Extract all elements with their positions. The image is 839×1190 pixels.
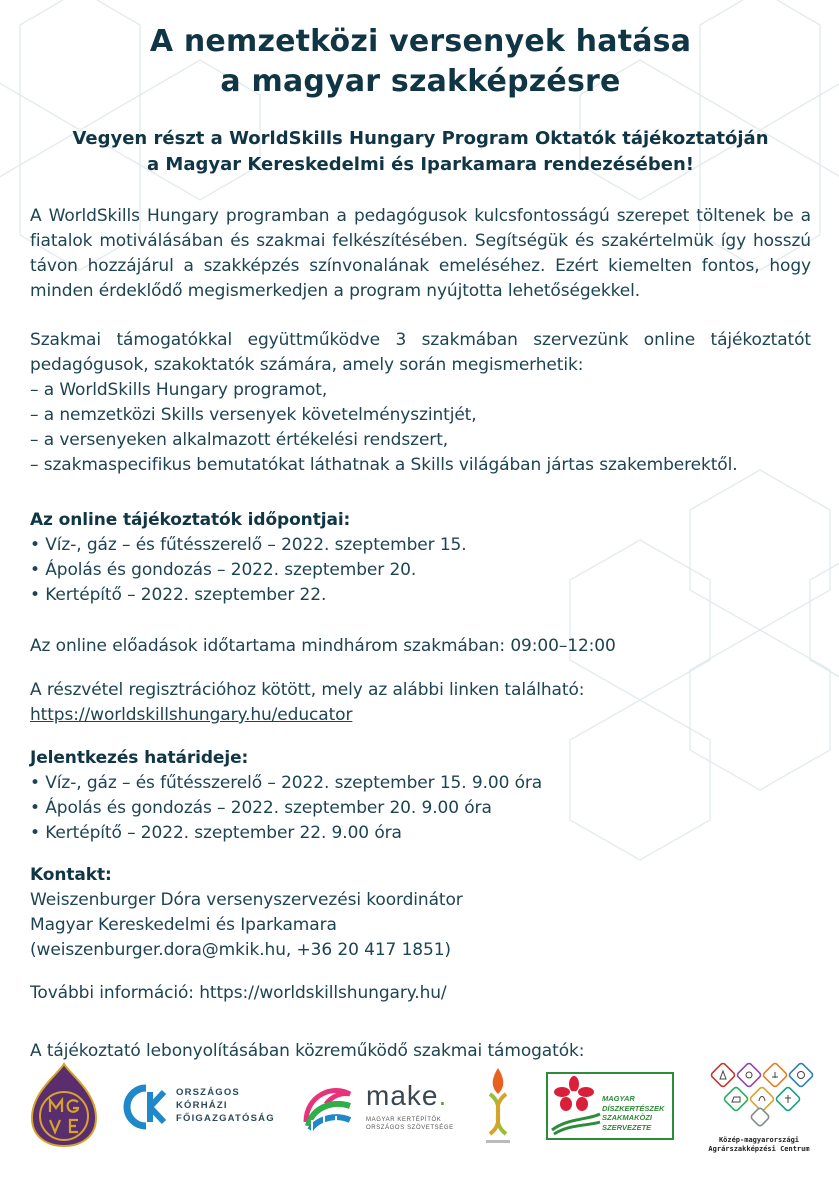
mdsz-logo [546, 1072, 674, 1140]
program-paragraph [30, 328, 811, 478]
make-dot: . [438, 1080, 448, 1111]
date-item: • Ápolás és gondozás – 2022. szeptember 20. [30, 560, 417, 580]
supporters-text: A tájékoztató lebonyolításában közreműködő szakmai támogatók: [30, 1041, 585, 1061]
make-logo [302, 1078, 457, 1138]
kmac-logo [700, 1060, 818, 1160]
contact-name: Weiszenburger Dóra versenyszervezési koordinátor [30, 890, 463, 910]
make-wordmark [366, 1080, 447, 1112]
okfo-line: KÓRHÁZI [176, 1100, 228, 1111]
contact-section [30, 863, 811, 963]
list-item: – a WorldSkills Hungary programot, [30, 380, 328, 400]
intro-paragraph: A WorldSkills Hungary programban a pedagógusok kulcsfontosságú szerepet töltenek be a fiatalok motiválásában és szakmai felkészítésében. Segítségük és szakértelmük így hosszú távon hozzájárul a szakképzés színvonalának emeléséhez. Ezért kiemelten fontos, hogy minden érdeklődő megismerkedjen a program nyújtotta lehetőségekkel. [30, 206, 811, 301]
list-item: – a nemzetközi Skills versenyek követelményszintjét, [30, 405, 477, 425]
flower-icon [548, 1074, 602, 1138]
okfo-logo [120, 1082, 280, 1132]
make-word: make [366, 1080, 439, 1111]
mdsz-line: DÍSZKERTÉSZEK [602, 1103, 665, 1113]
subtitle [30, 126, 811, 178]
flame-ribbon-logo [478, 1064, 518, 1148]
supporter-logos [0, 1060, 839, 1170]
contact-heading: Kontakt: [30, 865, 112, 885]
kmac-line: Agrárszakképzési Centrum [708, 1145, 810, 1153]
okfo-line: FŐIGAZGATÓSÁG [176, 1113, 275, 1124]
okfo-mark-icon [120, 1082, 170, 1132]
kmac-line: Közép-magyarországi [718, 1136, 800, 1144]
dates-heading: Az online tájékoztatók időpontjai: [30, 510, 351, 530]
list-item: – a versenyeken alkalmazott értékelési rendszert, [30, 430, 449, 450]
make-sub-line: ORSZÁGOS SZÖVETSÉGE [366, 1125, 454, 1131]
subtitle-line-1: Vegyen részt a WorldSkills Hungary Program Oktatók tájékoztatóján [72, 128, 769, 149]
title-line-1: A nemzetközi versenyek hatása [149, 24, 692, 59]
registration-section [30, 678, 811, 728]
make-mark-icon [302, 1082, 354, 1134]
kmac-diamond-grid-icon [700, 1060, 818, 1134]
okfo-wordmark [176, 1086, 275, 1125]
date-item: • Kertépítő – 2022. szeptember 22. [30, 585, 327, 605]
registration-link[interactable]: https://worldskillshungary.hu/educator [30, 705, 353, 725]
mdsz-line: MAGYAR [602, 1094, 635, 1103]
date-item: • Víz-, gáz – és fűtésszerelő – 2022. szeptember 15. [30, 535, 467, 555]
mdsz-wordmark [602, 1094, 664, 1132]
page-title [30, 22, 811, 102]
contact-details: (weiszenburger.dora@mkik.hu, +36 20 417 1851) [30, 940, 451, 960]
deadline-heading: Jelentkezés határideje: [30, 748, 249, 768]
more-info-text: További információ: https://worldskillshungary.hu/ [30, 983, 447, 1003]
okfo-line: ORSZÁGOS [176, 1087, 240, 1098]
subtitle-line-2: a Magyar Kereskedelmi és Iparkamara rendezésében! [147, 154, 694, 175]
duration-text: Az online előadások időtartama mindhárom szakmában: 09:00–12:00 [30, 636, 616, 656]
contact-organization: Magyar Kereskedelmi és Iparkamara [30, 915, 337, 935]
list-item: – szakmaspecifikus bemutatókat láthatnak a Skills világában jártas szakemberektől. [30, 455, 738, 475]
program-paragraph-text: Szakmai támogatókkal együttműködve 3 szakmában szervezünk online tájékoztatót pedagógusok, szakoktatók számára, amely során megismerhetik: [30, 330, 811, 375]
mdsz-line: SZERVEZETE [602, 1122, 652, 1132]
make-sub-line: MAGYAR KERTÉPÍTŐK [366, 1117, 442, 1123]
deadline-item: • Víz-, gáz – és fűtésszerelő – 2022. szeptember 15. 9.00 óra [30, 773, 543, 793]
mdsz-line: SZAKMAKÖZI [602, 1113, 652, 1122]
make-subtitle [366, 1116, 454, 1132]
deadline-section [30, 746, 811, 846]
deadline-item: • Kertépítő – 2022. szeptember 22. 9.00 óra [30, 823, 402, 843]
dates-section [30, 508, 811, 608]
document-content [30, 22, 811, 1064]
registration-text: A részvétel regisztrációhoz kötött, mely az alábbi linken található: [30, 680, 585, 700]
kmac-wordmark [700, 1136, 818, 1154]
deadline-item: • Ápolás és gondozás – 2022. szeptember 20. 9.00 óra [30, 798, 492, 818]
mgve-logo [30, 1062, 98, 1148]
title-line-2: a magyar szakképzésre [220, 64, 621, 99]
